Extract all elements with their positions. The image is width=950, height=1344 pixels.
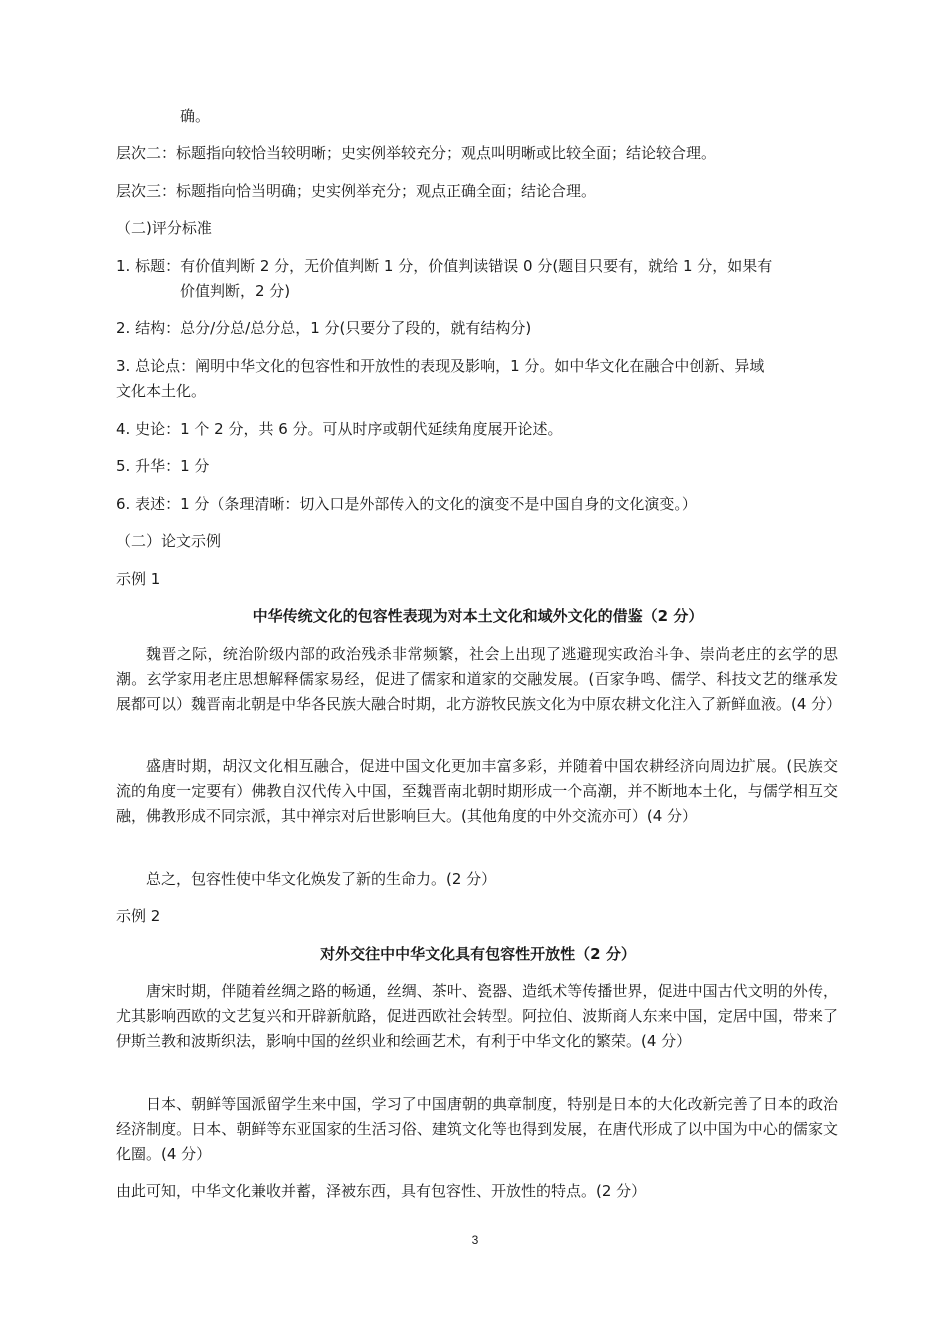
criterion-5: 5. 升华：1 分 <box>116 457 210 475</box>
criterion-4: 4. 史论：1 个 2 分，共 6 分。可从时序或朝代延续角度展开论述。 <box>116 420 563 438</box>
example-2-paragraph-2: 日本、朝鲜等国派留学生来中国，学习了中国唐朝的典章制度，特别是日本的大化改新完善了日本的政治经济制度。日本、朝鲜等东亚国家的生活习俗、建筑文化等也得到发展，在唐代形成了以中国为中心的儒家文化圈。(4 分） <box>116 1095 838 1163</box>
page-number: 3 <box>471 1233 479 1247</box>
section-heading-standard: （二)评分标准 <box>116 219 212 237</box>
criterion-3-continuation: 文化本土化。 <box>116 382 207 400</box>
example-1-label: 示例 1 <box>116 570 161 588</box>
example-2-label: 示例 2 <box>116 907 161 925</box>
example-1-paragraph-1: 魏晋之际，统治阶级内部的政治残杀非常频繁，社会上出现了逃避现实政治斗争、崇尚老庄的玄学的思潮。玄学家用老庄思想解释儒家易经，促进了儒家和道家的交融发展。(百家争鸣、儒学、科技文艺的继承发展都可以）魏晋南北朝是中华各民族大融合时期，北方游牧民族文化为中原农耕文化注入了新鲜血液。(4 分） <box>116 645 842 713</box>
example-1-paragraph-2: 盛唐时期，胡汉文化相互融合，促进中国文化更加丰富多彩，并随着中国农耕经济向周边扩展。(民族交流的角度一定要有）佛教自汉代传入中国，至魏晋南北朝时期形成一个高潮，并不断地本土化，与儒学相互交融，佛教形成不同宗派，其中禅宗对后世影响巨大。(其他角度的中外交流亦可）(4 分） <box>116 757 838 825</box>
criterion-6: 6. 表述：1 分（条理清晰：切入口是外部传入的文化的演变不是中国自身的文化演变。） <box>116 495 697 513</box>
criterion-3: 3. 总论点：阐明中华文化的包容性和开放性的表现及影响，1 分。如中华文化在融合中创新、异域 <box>116 357 765 375</box>
example-2-conclusion: 由此可知，中华文化兼收并蓄，泽被东西，具有包容性、开放性的特点。(2 分） <box>116 1182 647 1200</box>
example-1-paragraph-3: 总之，包容性使中华文化焕发了新的生命力。(2 分） <box>146 870 497 888</box>
example-1-title: 中华传统文化的包容性表现为对本土文化和域外文化的借鉴（2 分） <box>252 607 704 625</box>
rubric-level-three: 层次三：标题指向恰当明确；史实例举充分；观点正确全面；结论合理。 <box>116 182 597 200</box>
criterion-1-continuation: 价值判断，2 分) <box>180 282 291 300</box>
rubric-level-two: 层次二：标题指向较恰当较明晰；史实例举较充分；观点叫明晰或比较全面；结论较合理。 <box>116 144 717 162</box>
criterion-1: 1. 标题：有价值判断 2 分，无价值判断 1 分，价值判读错误 0 分(题目只要有，就给 1 分，如果有 <box>116 257 773 275</box>
example-2-paragraph-1: 唐宋时期，伴随着丝绸之路的畅通，丝绸、茶叶、瓷器、造纸术等传播世界，促进中国古代文明的外传，尤其影响西欧的文艺复兴和开辟新航路，促进西欧社会转型。阿拉伯、波斯商人东来中国，定居中国，带来了伊斯兰教和波斯织法，影响中国的丝织业和绘画艺术，有利于中华文化的繁荣。(4 分） <box>116 982 838 1050</box>
section-heading-examples: （二）论文示例 <box>116 532 222 550</box>
rubric-level-one-continuation: 确。 <box>180 107 211 125</box>
criterion-2: 2. 结构：总分/分总/总分总，1 分(只要分了段的，就有结构分) <box>116 319 532 337</box>
example-2-title: 对外交往中中华文化具有包容性开放性（2 分） <box>320 945 636 963</box>
